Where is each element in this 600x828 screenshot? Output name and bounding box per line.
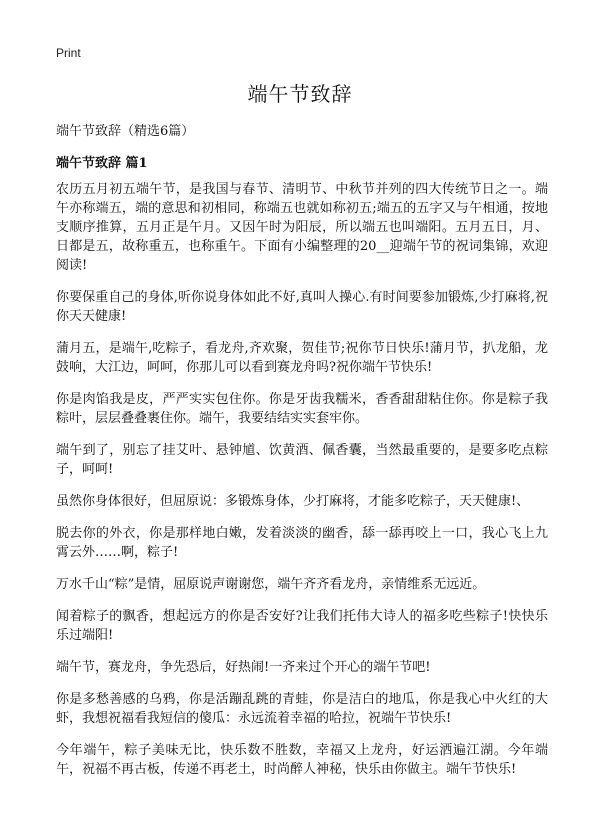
paragraph-10: 端午节，赛龙舟，争先恐后，好热闹!一齐来过个开心的端午节吧! bbox=[56, 660, 431, 675]
print-link[interactable]: Print bbox=[56, 46, 81, 60]
paragraph-7: 脱去你的外衣，你是那样地白嫩，发着淡淡的幽香，舔一舔再咬上一口，我心飞上九霄云外……啊，粽子! bbox=[56, 526, 548, 560]
document-subtitle: 端午节致辞（精选6篇） bbox=[56, 124, 195, 139]
document-title: 端午节致辞 bbox=[247, 82, 353, 106]
paragraph-5: 端午到了，别忘了挂艾叶、悬钟馗、饮黄酒、佩香囊，当然最重要的，是要多吃点粽子，呵呵! bbox=[56, 443, 548, 477]
paragraph-6: 虽然你身体很好，但屈原说：多锻炼身体，少打麻将，才能多吃粽子，天天健康!、 bbox=[56, 494, 530, 509]
paragraph-1: 农历五月初五端午节，是我国与春节、清明节、中秋节并列的四大传统节日之一。端午亦称端五，端的意思和初相同，称端五也就如称初五;端五的五字又与午相通，按地支顺序推算，五月正是午月。又因午时为阳辰，所以端五也叫端阳。五月五日，月、日都是五，故称重五，也称重午。下面有小编整理的20__迎端午节的祝词集锦，欢迎阅读! bbox=[56, 182, 548, 273]
paragraph-12: 今年端午，粽子美味无比，快乐数不胜数，幸福又上龙舟，好运洒遍江湖。今年端午，祝福不再古板，传递不再老土，时尚醉人神秘，快乐由你做主。端午节快乐! bbox=[56, 743, 548, 777]
paragraph-3: 蒲月五，是端午,吃粽子，看龙舟,齐欢聚，贺佳节;祝你节日快乐!蒲月节，扒龙船，龙鼓响，大江边，呵呵，你那儿可以看到赛龙舟吗?祝你端午节快乐! bbox=[56, 341, 548, 375]
paragraph-4: 你是肉馅我是皮，严严实实包住你。你是牙齿我糯米，香香甜甜粘住你。你是粽子我粽叶，层层叠叠裹住你。端午，我要结结实实套牢你。 bbox=[56, 392, 548, 426]
paragraph-11: 你是多愁善感的乌鸦，你是活蹦乱跳的青蛙，你是洁白的地瓜，你是我心中火红的大虾，我想祝福看我短信的傻瓜：永远流着幸福的哈拉，祝端午节快乐! bbox=[56, 692, 548, 726]
paragraph-9: 闻着粽子的飘香，想起远方的你是否安好?让我们托伟大诗人的福多吃些粽子!快快乐乐过端阳! bbox=[56, 609, 548, 643]
paragraph-2: 你要保重自己的身体,听你说身体如此不好,真叫人操心.有时间要参加锻炼,少打麻将,祝你天天健康! bbox=[56, 290, 548, 324]
section-heading: 端午节致辞 篇1 bbox=[56, 156, 148, 171]
document-body bbox=[56, 180, 548, 792]
paragraph-8: 万水千山“粽”是情，屈原说声谢谢您，端午齐齐看龙舟，亲情维系无远近。 bbox=[56, 577, 486, 592]
